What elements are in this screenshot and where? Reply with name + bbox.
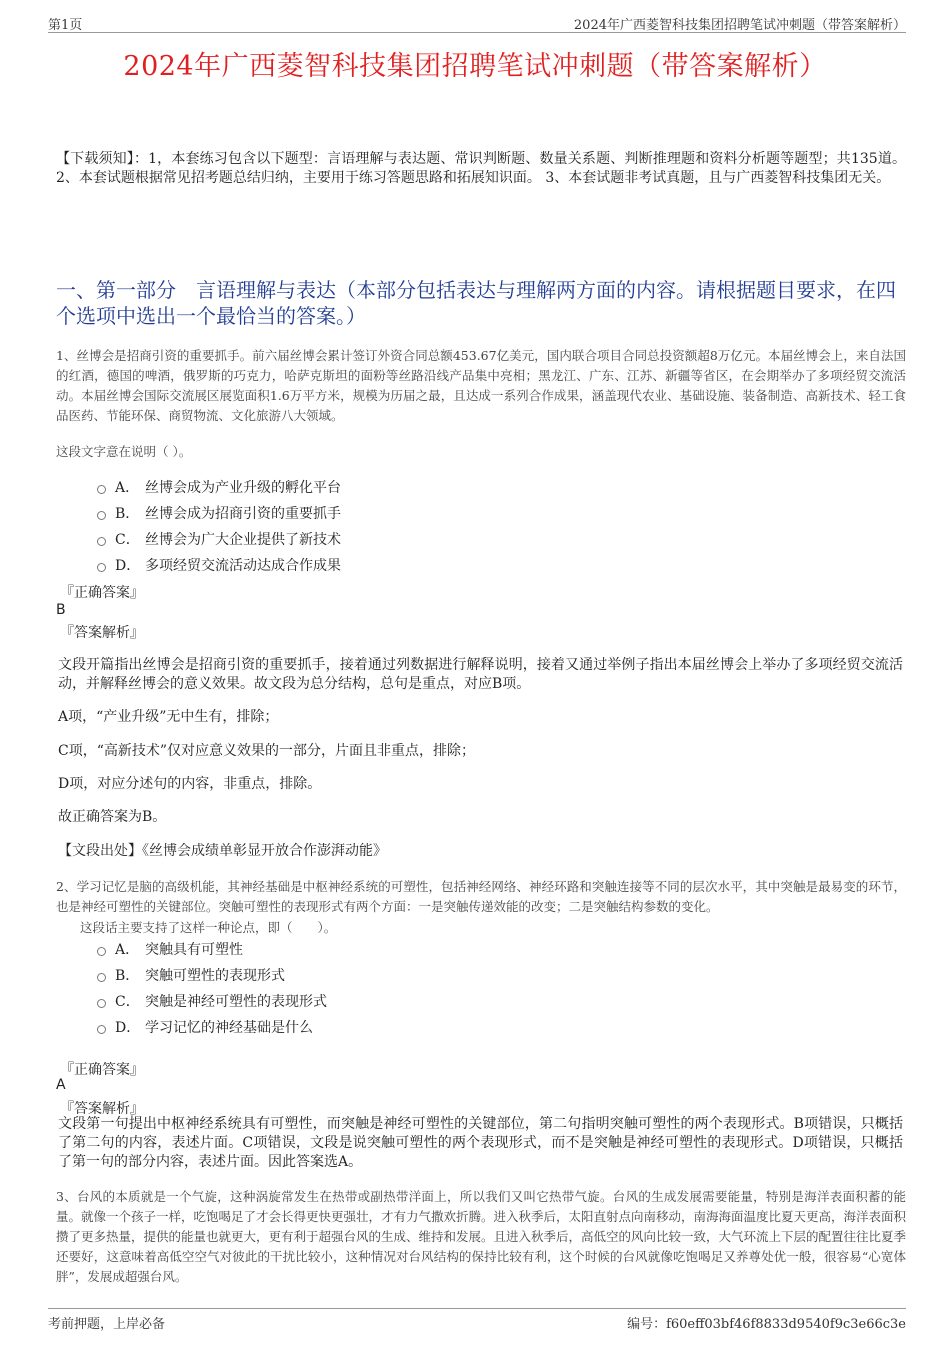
option-text: 多项经贸交流活动达成合作成果: [145, 558, 341, 574]
footer-slogan: 考前押题，上岸必备: [48, 1317, 166, 1332]
option-text: 学习记忆的神经基础是什么: [145, 1020, 313, 1036]
question-1-stem: 1、丝博会是招商引资的重要抓手。前六届丝博会累计签订外资合同总额453.67亿美元，国内联合项目合同总投资额超8万亿元。本届丝博会上，来自法国的红酒，德国的啤酒，俄罗斯的巧克力，哈萨克斯坦的面粉等丝路沿线产品集中亮相；黑龙江、广东、江苏、新疆等省区，在会期举办了多项经贸交流活动。本届丝博会国际交流展区展览面积1.6万平方米，规模为历届之最，且达成一系列合作成果，涵盖现代农业、基础设施、装备制造、高新技术、轻工食品医药、节能环保、商贸物流、文化旅游八大领域。: [56, 348, 906, 423]
option-text: 突触可塑性的表现形式: [145, 968, 285, 984]
option-c[interactable]: [97, 526, 341, 552]
radio-icon[interactable]: [97, 999, 106, 1008]
radio-icon[interactable]: [97, 563, 106, 572]
option-text: 突触是神经可塑性的表现形式: [145, 994, 327, 1010]
option-b[interactable]: [97, 500, 341, 526]
option-c[interactable]: [97, 988, 327, 1014]
option-d[interactable]: [97, 1014, 327, 1040]
page-footer: [48, 1308, 906, 1332]
option-letter: D．: [115, 1020, 141, 1036]
page-header: [48, 12, 906, 33]
radio-icon[interactable]: [97, 485, 106, 494]
answer-label: 『正确答案』: [60, 585, 144, 601]
option-letter: A．: [115, 480, 140, 496]
analysis-paragraph: 文段第一句提出中枢神经系统具有可塑性，而突触是神经可塑性的关键部位，第二句指明突触可塑性的两个表现形式。B项错误，只概括了第二句的内容，表述片面。C项错误，文段是说突触可塑性的两个表现形式，而不是突触是神经可塑性的表现形式。D项错误，只概括了第一句的部分内容，表述片面。因此答案选A。: [58, 1116, 903, 1170]
option-letter: B．: [115, 968, 140, 984]
question-3-stem: 3、台风的本质就是一个气旋，这种涡旋常发生在热带或副热带洋面上，所以我们又叫它热带气旋。台风的生成发展需要能量，特别是海洋表面积蓄的能量。就像一个孩子一样，吃饱喝足了才会长得更快更强壮，才有力气撒欢折腾。进入秋季后，太阳直射点向南移动，南海海面温度比夏天更高，海洋表面积攒了更多热量，提供的能量也就更大，更有利于超强台风的生成、维持和发展。且进入秋季后，高低空的风向比较一致，大气环流上下层的配置往往比夏季还要好，这意味着高低空空气对彼此的干扰比较小，这种情况对台风结构的保持比较有利，这个时候的台风就像吃饱喝足又养尊处优一般，很容易“心宽体胖”，发展成超强台风。: [56, 1189, 907, 1284]
question-1-options: [97, 474, 341, 578]
question-2-prompt: 这段话主要支持了这样一种论点，即（ ）。: [80, 920, 337, 935]
analysis-paragraph: C项，“高新技术”仅对应意义效果的一部分，片面且非重点，排除；: [58, 743, 476, 759]
analysis-paragraph: D项，对应分述句的内容，非重点，排除。: [58, 776, 322, 792]
radio-icon[interactable]: [97, 947, 106, 956]
page-number: 第1页: [48, 18, 83, 33]
option-letter: D．: [115, 558, 141, 574]
header-doc-title: 2024年广西菱智科技集团招聘笔试冲刺题（带答案解析）: [573, 18, 906, 33]
page-title: 2024年广西菱智科技集团招聘笔试冲刺题（带答案解析）: [123, 51, 827, 82]
analysis-paragraph: 文段开篇指出丝博会是招商引资的重要抓手，接着通过列数据进行解释说明，接着又通过举例子指出本届丝博会上举办了多项经贸交流活动，并解释丝博会的意义效果。故文段为总分结构，总句是重点，对应B项。: [58, 657, 903, 692]
section-title: 一、第一部分 言语理解与表达（本部分包括表达与理解两方面的内容。请根据题目要求，在四个选项中选出一个最恰当的答案。）: [56, 278, 896, 328]
option-a[interactable]: [97, 474, 341, 500]
option-a[interactable]: [97, 936, 327, 962]
option-text: 突触具有可塑性: [145, 942, 243, 958]
analysis-label: 『答案解析』: [60, 1101, 144, 1117]
download-notice: 【下载须知】：1，本套练习包含以下题型：言语理解与表达题、常识判断题、数量关系题、判断推理题和资料分析题等题型；共135道。 2、本套试题根据常见招考题总结归纳，主要用于练习答题思路和拓展知识面。 3、本套试题非考试真题，且与广西菱智科技集团无关。: [56, 151, 906, 186]
question-2-stem: 2、学习记忆是脑的高级机能，其神经基础是中枢神经系统的可塑性，包括神经网络、神经环路和突触连接等不同的层次水平，其中突触是最易变的环节，也是神经可塑性的关键部位。突触可塑性的表现形式有两个方面：一是突触传递效能的改变；二是突触结构参数的变化。: [56, 879, 906, 914]
answer-value: B: [56, 602, 66, 618]
option-text: 丝博会为广大企业提供了新技术: [145, 532, 341, 548]
radio-icon[interactable]: [97, 537, 106, 546]
analysis-paragraph: 故正确答案为B。: [58, 809, 167, 825]
question-1-prompt: 这段文字意在说明（ ）。: [56, 444, 192, 459]
answer-value: A: [56, 1077, 66, 1093]
source-citation: 【文段出处】《丝博会成绩单彰显开放合作澎湃动能》: [58, 843, 387, 859]
option-letter: C．: [115, 994, 140, 1010]
option-text: 丝博会成为招商引资的重要抓手: [145, 506, 341, 522]
analysis-label: 『答案解析』: [60, 625, 144, 641]
document-code: 编号：f60eff03bf46f8833d9540f9c3e66c3e: [627, 1317, 906, 1332]
radio-icon[interactable]: [97, 973, 106, 982]
radio-icon[interactable]: [97, 1025, 106, 1034]
option-letter: B．: [115, 506, 140, 522]
question-2-options: [97, 936, 327, 1040]
option-letter: A．: [115, 942, 140, 958]
option-text: 丝博会成为产业升级的孵化平台: [145, 480, 341, 496]
option-letter: C．: [115, 532, 140, 548]
radio-icon[interactable]: [97, 511, 106, 520]
option-b[interactable]: [97, 962, 327, 988]
option-d[interactable]: [97, 552, 341, 578]
analysis-paragraph: A项，“产业升级”无中生有，排除；: [58, 709, 279, 725]
answer-label: 『正确答案』: [60, 1062, 144, 1078]
